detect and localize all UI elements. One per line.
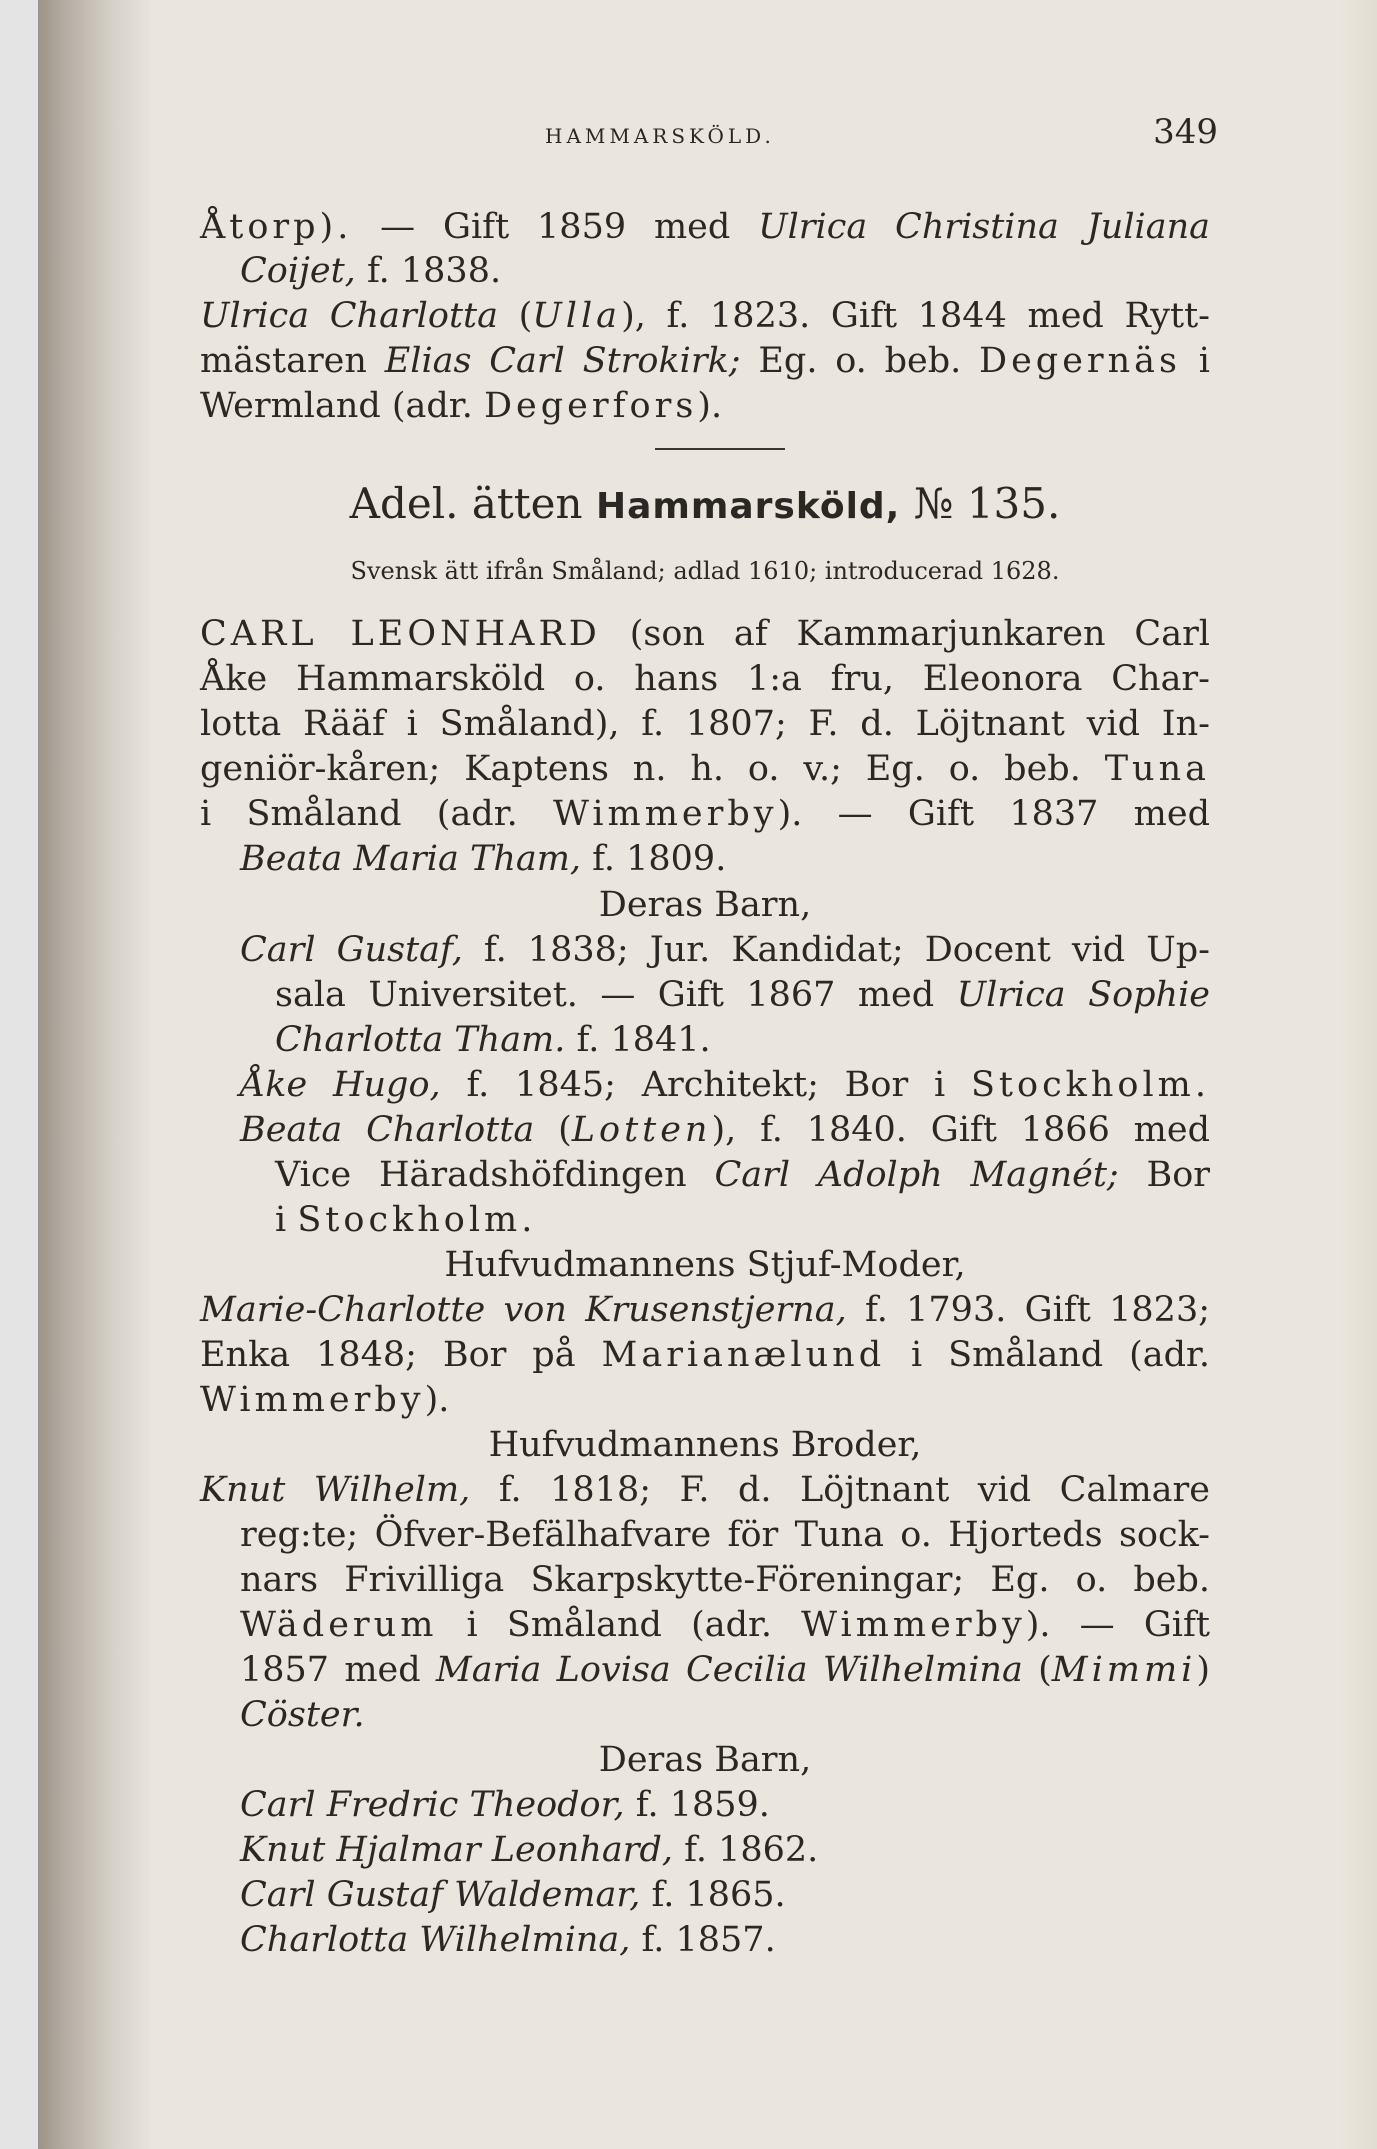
- running-head: HAMMARSKÖLD.: [545, 124, 775, 148]
- stepmother-line-1: Marie-Charlotte von Krusenstjerna, f. 1793. Gift 1823;: [200, 1290, 1211, 1330]
- page-header: [200, 112, 1218, 162]
- stepmother-line-3: Wimmerby).: [200, 1380, 450, 1420]
- head-line-1: CARL LEONHARD (son af Kammarjunkaren Carl: [200, 614, 1210, 654]
- children-heading: Deras Barn,: [598, 885, 812, 925]
- book-gutter: [38, 0, 150, 2149]
- page-number: 349: [1153, 112, 1218, 152]
- child-3-line-2: Vice Häradshöfdingen Carl Adolph Magnét; Bor: [275, 1155, 1211, 1195]
- child-list-item-3: Carl Gustaf Waldemar, f. 1865.: [240, 1875, 786, 1915]
- prev-line-3: Ulrica Charlotta (Ulla), f. 1823. Gift 1844 med Rytt-: [200, 296, 1210, 336]
- brother-heading: Hufvudmannens Broder,: [488, 1425, 922, 1465]
- head-line-6: Beata Maria Tham, f. 1809.: [240, 839, 727, 879]
- child-list-item-1: Carl Fredric Theodor, f. 1859.: [240, 1785, 770, 1825]
- child-1-line-3: Charlotta Tham. f. 1841.: [275, 1020, 711, 1060]
- child-list-item-4: Charlotta Wilhelmina, f. 1857.: [240, 1920, 776, 1960]
- brother-line-4: Wäderum i Småland (adr. Wimmerby). — Gift: [240, 1605, 1210, 1645]
- section-title: Adel. ätten Hammarsköld, № 135.: [349, 479, 1061, 528]
- child-1-line-2: sala Universitet. — Gift 1867 med Ulrica Sophie: [275, 975, 1210, 1015]
- child-2-line-1: Åke Hugo, f. 1845; Architekt; Bor i Stockholm.: [240, 1065, 1210, 1105]
- head-line-4: geniör-kåren; Kaptens n. h. o. v.; Eg. o. beb. Tuna: [200, 749, 1210, 789]
- section-subtitle: Svensk ätt ifrån Småland; adlad 1610; introducerad 1628.: [350, 557, 1060, 585]
- child-1-line-1: Carl Gustaf, f. 1838; Jur. Kandidat; Docent vid Up-: [240, 930, 1210, 970]
- section-rule: [655, 448, 785, 450]
- head-line-3: lotta Rääf i Småland), f. 1807; F. d. Löjtnant vid In-: [200, 704, 1210, 744]
- brother-line-3: nars Frivilliga Skarpskytte-Föreningar; Eg. o. beb.: [240, 1560, 1210, 1600]
- brother-line-2: reg:te; Öfver-Befälhafvare för Tuna o. Hjorteds sock-: [240, 1515, 1210, 1555]
- prev-line-4: mästaren Elias Carl Strokirk; Eg. o. beb. Degernäs i: [200, 341, 1210, 381]
- head-line-2: Åke Hammarsköld o. hans 1:a fru, Eleonora Char-: [200, 659, 1210, 699]
- child-3-line-1: Beata Charlotta (Lotten), f. 1840. Gift 1866 med: [240, 1110, 1210, 1150]
- prev-line-1: Åtorp). — Gift 1859 med Ulrica Christina Juliana: [200, 207, 1210, 247]
- scan-margin: [0, 0, 38, 2149]
- book-page: [150, 0, 1377, 2149]
- child-3-line-3: i Stockholm.: [275, 1200, 537, 1240]
- brother-line-5: 1857 med Maria Lovisa Cecilia Wilhelmina (Mimmi): [240, 1650, 1211, 1690]
- brother-line-6: Cöster.: [240, 1695, 365, 1735]
- prev-line-2: Coijet, f. 1838.: [240, 251, 502, 291]
- brother-line-1: Knut Wilhelm, f. 1818; F. d. Löjtnant vid Calmare: [200, 1470, 1210, 1510]
- stepmother-heading: Hufvudmannens Stjuf-Moder,: [444, 1245, 966, 1285]
- children-heading-2: Deras Barn,: [598, 1740, 812, 1780]
- child-list-item-2: Knut Hjalmar Leonhard, f. 1862.: [240, 1830, 819, 1870]
- stepmother-line-2: Enka 1848; Bor på Marianælund i Småland (adr.: [200, 1335, 1211, 1375]
- head-line-5: i Småland (adr. Wimmerby). — Gift 1837 med: [200, 794, 1210, 834]
- prev-line-5: Wermland (adr. Degerfors).: [200, 386, 723, 426]
